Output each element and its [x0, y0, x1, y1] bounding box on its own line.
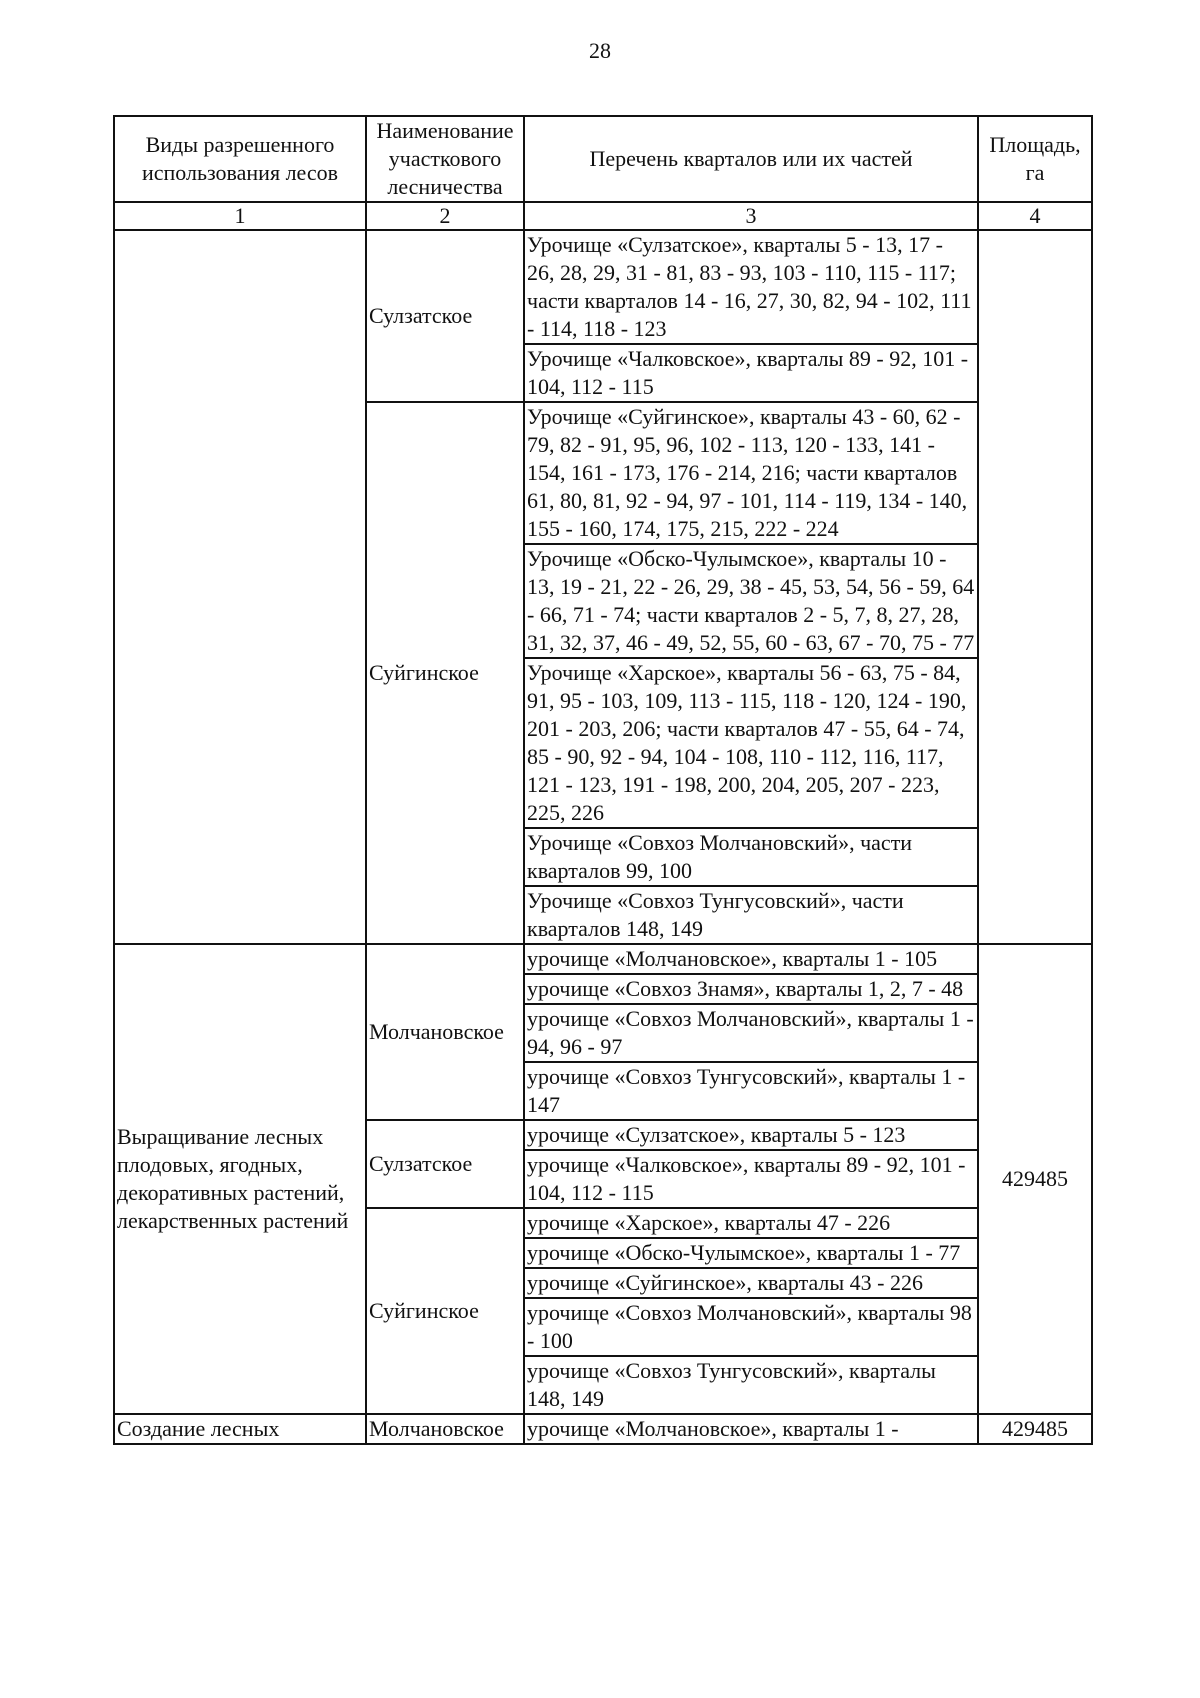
column-number: 3 — [524, 202, 978, 230]
header-forestry: Наименование участкового лесничества — [366, 116, 524, 202]
forestry-cell: Молчановское — [366, 1414, 524, 1444]
table-row — [114, 944, 1092, 974]
quarters-cell: Урочище «Обско-Чулымское», кварталы 10 - 13, 19 - 21, 22 - 26, 29, 38 - 45, 53, 54, 56 - 59, 64 - 66, 71 - 74; части кварталов 2 - 5, 7, 8, 27, 28, 31, 32, 37, 46 - 49, 52, 55, 60 - 63, 67 - 70, 75 - 77 — [524, 544, 978, 658]
table-row — [114, 230, 1092, 344]
area-cell: 429485 — [978, 1414, 1092, 1444]
quarters-cell: урочище «Суйгинское», кварталы 43 - 226 — [524, 1268, 978, 1298]
forestry-cell: Сулзатское — [366, 1120, 524, 1208]
quarters-cell: Урочище «Харское», кварталы 56 - 63, 75 - 84, 91, 95 - 103, 109, 113 - 115, 118 - 120, 124 - 190, 201 - 203, 206; части кварталов 47 - 55, 64 - 74, 85 - 90, 92 - 94, 104 - 108, 110 - 112, 116, 117, 121 - 123, 191 - 198, 200, 204, 205, 207 - 223, 225, 226 — [524, 658, 978, 828]
quarters-cell: урочище «Совхоз Тунгусовский», кварталы 148, 149 — [524, 1356, 978, 1414]
page-number: 28 — [589, 38, 611, 63]
area-cell — [978, 230, 1092, 944]
table-header-row — [114, 116, 1092, 202]
forestry-cell: Молчановское — [366, 944, 524, 1120]
quarters-cell: Урочище «Совхоз Тунгусовский», части кварталов 148, 149 — [524, 886, 978, 944]
quarters-cell: урочище «Харское», кварталы 47 - 226 — [524, 1208, 978, 1238]
forestry-cell: Сулзатское — [366, 230, 524, 402]
header-area: Площадь, га — [978, 116, 1092, 202]
area-cell: 429485 — [978, 944, 1092, 1414]
quarters-cell: урочище «Молчановское», кварталы 1 - — [524, 1414, 978, 1444]
quarters-cell: Урочище «Чалковское», кварталы 89 - 92, 101 - 104, 112 - 115 — [524, 344, 978, 402]
column-number-row — [114, 202, 1092, 230]
quarters-cell: урочище «Сулзатское», кварталы 5 - 123 — [524, 1120, 978, 1150]
column-number: 2 — [366, 202, 524, 230]
table-row — [114, 1414, 1092, 1444]
use-type-cell — [114, 230, 366, 944]
quarters-cell: урочище «Совхоз Тунгусовский», кварталы 1 - 147 — [524, 1062, 978, 1120]
quarters-cell: урочище «Молчановское», кварталы 1 - 105 — [524, 944, 978, 974]
quarters-cell: Урочище «Сулзатское», кварталы 5 - 13, 17 - 26, 28, 29, 31 - 81, 83 - 93, 103 - 110, 115 - 117; части кварталов 14 - 16, 27, 30, 82, 94 - 102, 111 - 114, 118 - 123 — [524, 230, 978, 344]
header-use-type: Виды разрешенного использования лесов — [114, 116, 366, 202]
quarters-cell: урочище «Обско-Чулымское», кварталы 1 - 77 — [524, 1238, 978, 1268]
use-type-cell: Выращивание лесных плодовых, ягодных, декоративных растений, лекарственных растений — [114, 944, 366, 1414]
forestry-cell: Суйгинское — [366, 402, 524, 944]
column-number: 4 — [978, 202, 1092, 230]
quarters-cell: Урочище «Суйгинское», кварталы 43 - 60, 62 - 79, 82 - 91, 95, 96, 102 - 113, 120 - 133, 141 - 154, 161 - 173, 176 - 214, 216; части кварталов 61, 80, 81, 92 - 94, 97 - 101, 114 - 119, 134 - 140, 155 - 160, 174, 175, 215, 222 - 224 — [524, 402, 978, 544]
quarters-cell: урочище «Совхоз Знамя», кварталы 1, 2, 7 - 48 — [524, 974, 978, 1004]
quarters-cell: урочище «Совхоз Молчановский», кварталы 1 - 94, 96 - 97 — [524, 1004, 978, 1062]
quarters-cell: Урочище «Совхоз Молчановский», части кварталов 99, 100 — [524, 828, 978, 886]
quarters-cell: урочище «Совхоз Молчановский», кварталы 98 - 100 — [524, 1298, 978, 1356]
column-number: 1 — [114, 202, 366, 230]
quarters-cell: урочище «Чалковское», кварталы 89 - 92, 101 - 104, 112 - 115 — [524, 1150, 978, 1208]
forestry-cell: Суйгинское — [366, 1208, 524, 1414]
forest-use-table — [113, 115, 1093, 1445]
header-quarters: Перечень кварталов или их частей — [524, 116, 978, 202]
use-type-cell: Создание лесных — [114, 1414, 366, 1444]
